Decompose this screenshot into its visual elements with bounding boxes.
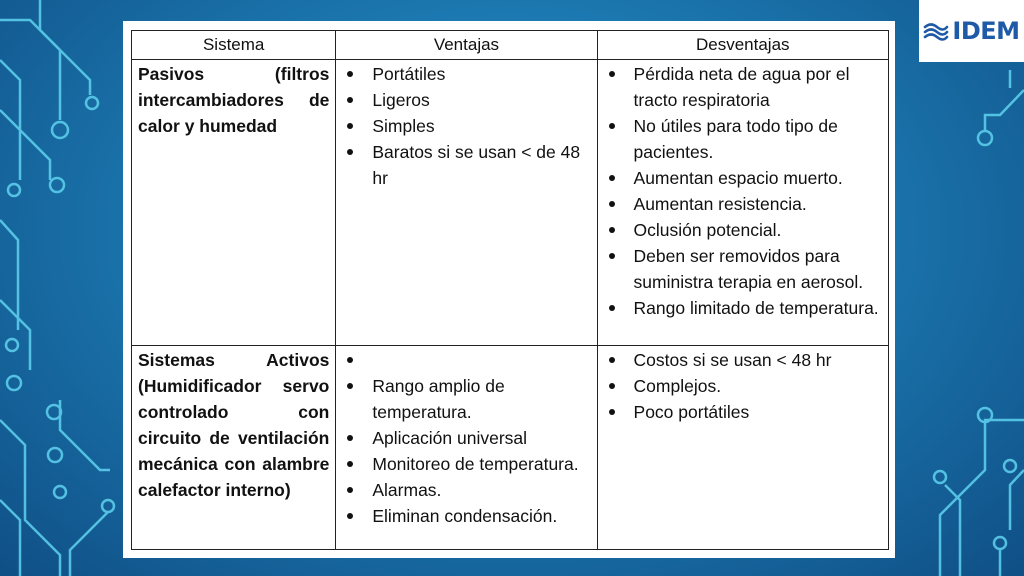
ventajas-list [342,61,590,191]
list-item: Baratos si se usan < de 48 hr [342,139,590,191]
header-sistema: Sistema [132,31,336,60]
list-item: Costos si se usan < 48 hr [604,347,882,373]
list-item: Oclusión potencial. [604,217,882,243]
list-item: Deben ser removidos para suministra terapia en aerosol. [604,243,882,295]
ventajas-list [342,347,590,529]
logo-text: IDEM [952,17,1020,45]
list-item: Rango limitado de temperatura. [604,295,882,321]
table-header-row [132,31,889,60]
comparison-table [131,30,889,550]
list-item [342,347,590,373]
list-item: Alarmas. [342,477,590,503]
table-card [123,21,895,558]
ventajas-cell [336,346,597,550]
list-item: Aumentan espacio muerto. [604,165,882,191]
table-row-pasivos [132,60,889,346]
header-desventajas: Desventajas [597,31,888,60]
list-item: Eliminan condensación. [342,503,590,529]
desventajas-list [604,61,882,321]
system-cell: Pasivos (filtros intercambiadores de calor y humedad [132,60,336,346]
list-item: Rango amplio de temperatura. [342,373,590,425]
wave-lines-icon [923,21,949,41]
desventajas-cell [597,60,888,346]
list-item: Ligeros [342,87,590,113]
list-item: No útiles para todo tipo de pacientes. [604,113,882,165]
list-item: Simples [342,113,590,139]
list-item: Pérdida neta de agua por el tracto respiratoria [604,61,882,113]
desventajas-list [604,347,882,425]
list-item: Aplicación universal [342,425,590,451]
system-cell: Sistemas Activos (Humidificador servo controlado con circuito de ventilación mecánica con alambre calefactor interno) [132,346,336,550]
list-item: Aumentan resistencia. [604,191,882,217]
list-item: Complejos. [604,373,882,399]
list-item: Poco portátiles [604,399,882,425]
desventajas-cell [597,346,888,550]
ventajas-cell [336,60,597,346]
table-row-activos [132,346,889,550]
idem-logo [919,0,1024,62]
header-ventajas: Ventajas [336,31,597,60]
list-item: Monitoreo de temperatura. [342,451,590,477]
list-item: Portátiles [342,61,590,87]
